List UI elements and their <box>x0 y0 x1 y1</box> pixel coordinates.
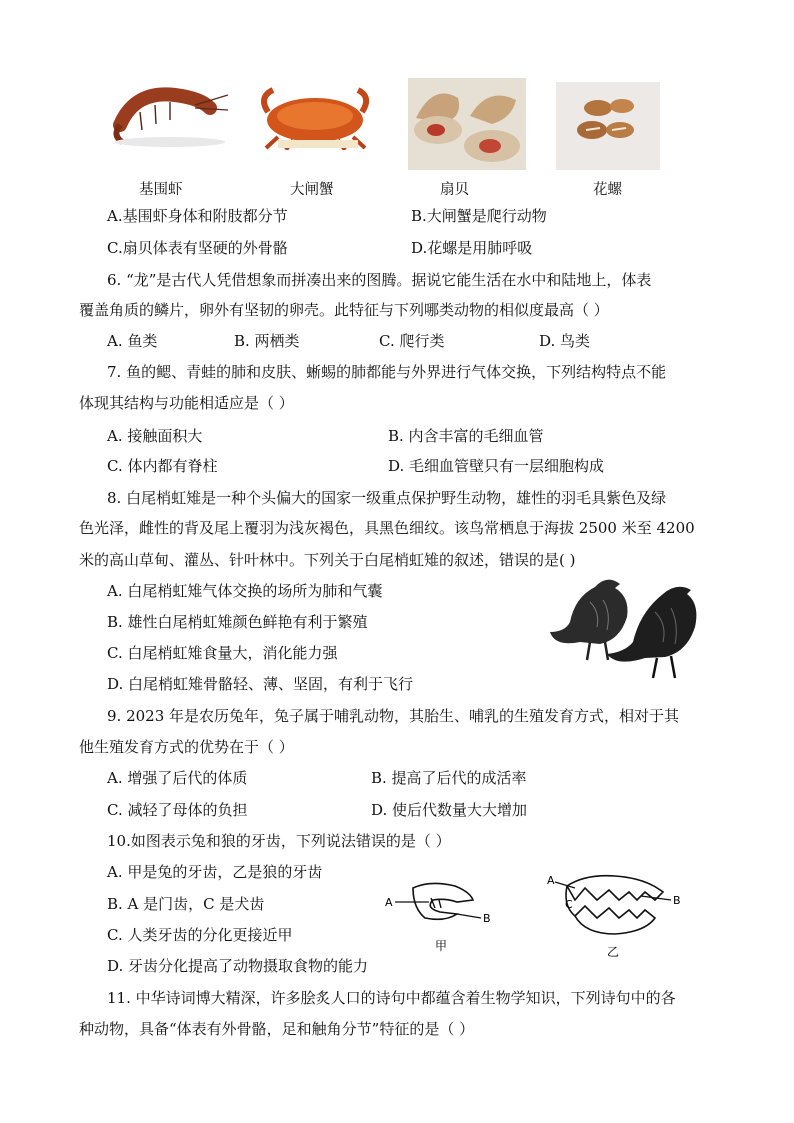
rabbit-teeth-figure <box>385 878 500 954</box>
q6-option-d: D. 鸟类 <box>539 332 591 350</box>
shrimp-image <box>100 80 230 150</box>
q7-option-a: A. 接触面积大 <box>107 427 203 445</box>
q10-option-b: B. A 是门齿，C 是犬齿 <box>107 895 265 913</box>
q8-option-b: B. 雄性白尾梢虹雉颜色鲜艳有利于繁殖 <box>107 613 368 631</box>
fig-jia-caption: 甲 <box>435 939 448 953</box>
q9-option-d: D. 使后代数量大大增加 <box>371 801 528 819</box>
crab-image <box>258 82 373 150</box>
caption-scallop: 扇贝 <box>440 182 469 198</box>
q10-option-c: C. 人类牙齿的分化更接近甲 <box>107 926 293 944</box>
q6-stem-line2: 覆盖角质的鳞片，卵外有坚韧的卵壳。此特征与下列哪类动物的相似度最高（ ） <box>79 301 609 319</box>
q7-option-d: D. 毛细血管壁只有一层细胞构成 <box>388 457 605 475</box>
q6-option-c: C. 爬行类 <box>379 332 445 350</box>
q8-stem-line1: 8. 白尾梢虹雉是一种个头偏大的国家一级重点保护野生动物，雄性的羽毛具紫色及绿 <box>107 489 667 507</box>
fig-yi-label-c: C <box>565 898 573 911</box>
q6-option-a: A. 鱼类 <box>107 332 158 350</box>
q5-option-d: D.花螺是用肺呼吸 <box>411 239 533 257</box>
snail-image <box>556 82 660 170</box>
q8-stem-line3: 米的高山草甸、灌丛、针叶林中。下列关于白尾梢虹雉的叙述，错误的是( ) <box>79 551 576 569</box>
q7-stem-line2: 体现其结构与功能相适应是（ ） <box>79 394 294 412</box>
q9-option-a: A. 增强了后代的体质 <box>107 769 248 787</box>
caption-snail: 花螺 <box>593 182 622 198</box>
q10-option-a: A. 甲是兔的牙齿，乙是狼的牙齿 <box>107 863 323 881</box>
q8-option-c: C. 白尾梢虹雉食量大，消化能力强 <box>107 644 338 662</box>
q6-option-b: B. 两栖类 <box>234 332 300 350</box>
fig-yi-label-b: B <box>673 894 681 907</box>
wolf-teeth-figure <box>545 866 685 962</box>
fig-jia-label-b: B <box>483 912 491 925</box>
q11-stem-line2: 种动物，具备“体表有外骨骼，足和触角分节”特征的是（ ） <box>79 1020 475 1038</box>
q5-image-row <box>0 72 794 202</box>
q10-option-d: D. 牙齿分化提高了动物摄取食物的能力 <box>107 957 369 975</box>
q6-stem-line1: 6. “龙”是古代人凭借想象而拼凑出来的图腾。据说它能生活在水中和陆地上，体表 <box>107 271 652 289</box>
q8-stem-line2: 色光泽，雌性的背及尾上覆羽为浅灰褐色，具黑色细纹。该鸟常栖息于海拔 2500 米至 4200 <box>79 519 695 537</box>
q5-option-a: A.基围虾身体和附肢都分节 <box>107 207 288 225</box>
fig-jia-label-a: A <box>385 896 393 909</box>
q9-option-b: B. 提高了后代的成活率 <box>371 769 527 787</box>
q7-stem-line1: 7. 鱼的鳃、青蛙的肺和皮肤、蜥蜴的肺都能与外界进行气体交换，下列结构特点不能 <box>107 363 667 381</box>
pheasant-illustration <box>545 572 715 684</box>
q9-option-c: C. 减轻了母体的负担 <box>107 801 248 819</box>
q5-option-b: B.大闸蟹是爬行动物 <box>411 207 547 225</box>
q11-stem-line1: 11. 中华诗词博大精深，许多脍炙人口的诗句中都蕴含着生物学知识，下列诗句中的各 <box>107 989 676 1007</box>
q8-option-a: A. 白尾梢虹雉气体交换的场所为肺和气囊 <box>107 582 383 600</box>
q7-option-b: B. 内含丰富的毛细血管 <box>388 427 544 445</box>
q9-stem-line1: 9. 2023 年是农历兔年，兔子属于哺乳动物，其胎生、哺乳的生殖发育方式，相对于其 <box>107 707 680 725</box>
q8-option-d: D. 白尾梢虹雉骨骼轻、薄、坚固，有利于飞行 <box>107 675 414 693</box>
caption-crab: 大闸蟹 <box>290 182 334 198</box>
fig-yi-label-a: A <box>547 874 555 887</box>
q10-stem: 10.如图表示兔和狼的牙齿，下列说法错误的是（ ） <box>107 832 451 850</box>
caption-shrimp: 基围虾 <box>139 182 183 198</box>
scallop-image <box>408 78 526 170</box>
q7-option-c: C. 体内都有脊柱 <box>107 457 218 475</box>
q5-option-c: C.扇贝体表有坚硬的外骨骼 <box>107 239 288 257</box>
fig-yi-caption: 乙 <box>607 945 620 959</box>
q9-stem-line2: 他生殖发育方式的优势在于（ ） <box>79 738 294 756</box>
